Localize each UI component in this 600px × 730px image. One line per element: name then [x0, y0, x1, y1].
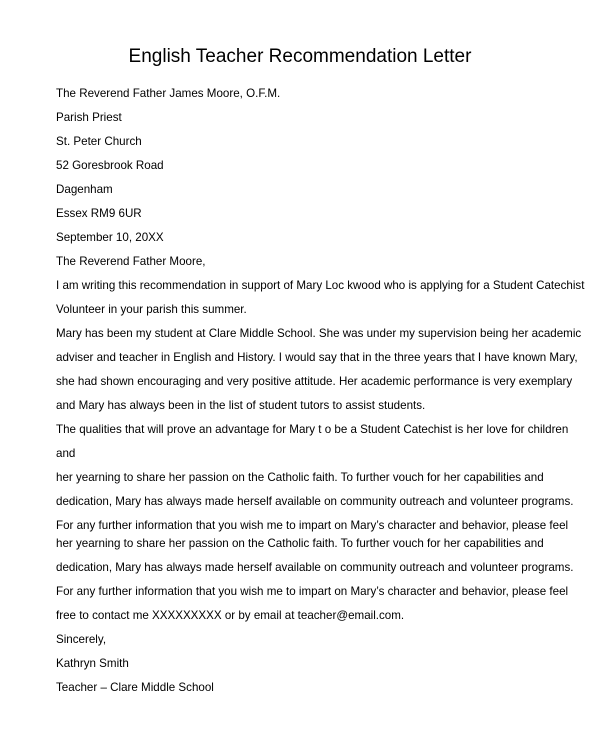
body-line: her yearning to share her passion on the Catholic faith. To further vouch for her capabilities and — [56, 537, 544, 550]
body-line: dedication, Mary has always made herself available on community outreach and volunteer programs. — [56, 561, 574, 574]
body-line: and — [56, 447, 76, 460]
body-line: Mary has been my student at Clare Middle School. She was under my supervision being her academic — [56, 327, 582, 340]
body-line: she had shown encouraging and very positive attitude. Her academic performance is very exemplary — [56, 375, 573, 388]
body-line: Volunteer in your parish this summer. — [56, 303, 247, 316]
recipient-title: Parish Priest — [56, 111, 122, 124]
document-title: English Teacher Recommendation Letter — [128, 46, 472, 67]
body-line: For any further information that you wish me to impart on Mary’s character and behavior, please feel — [56, 585, 569, 598]
recipient-church: St. Peter Church — [56, 135, 142, 148]
salutation: The Reverend Father Moore, — [56, 255, 206, 268]
body-line: dedication, Mary has always made herself available on community outreach and volunteer programs. — [56, 495, 574, 508]
body-line: For any further information that you wish me to impart on Mary’s character and behavior, please feel — [56, 519, 569, 532]
body-line: her yearning to share her passion on the Catholic faith. To further vouch for her capabilities and — [56, 471, 544, 484]
closing: Sincerely, — [56, 633, 107, 646]
body-line: The qualities that will prove an advantage for Mary t o be a Student Catechist is her love for children — [56, 423, 569, 436]
address-postcode: Essex RM9 6UR — [56, 207, 142, 220]
recipient-name: The Reverend Father James Moore, O.F.M. — [56, 87, 281, 100]
address-street: 52 Goresbrook Road — [56, 159, 164, 172]
address-city: Dagenham — [56, 183, 113, 196]
body-line: and Mary has always been in the list of student tutors to assist students. — [56, 399, 426, 412]
body-line: I am writing this recommendation in support of Mary Loc kwood who is applying for a Student Catechist — [56, 279, 585, 292]
body-line: free to contact me XXXXXXXXX or by email at teacher@email.com. — [56, 609, 405, 622]
signature-title: Teacher – Clare Middle School — [56, 681, 214, 694]
body-line: adviser and teacher in English and History. I would say that in the three years that I have known Mary, — [56, 351, 578, 364]
signature-name: Kathryn Smith — [56, 657, 129, 670]
letter-date: September 10, 20XX — [56, 231, 164, 244]
